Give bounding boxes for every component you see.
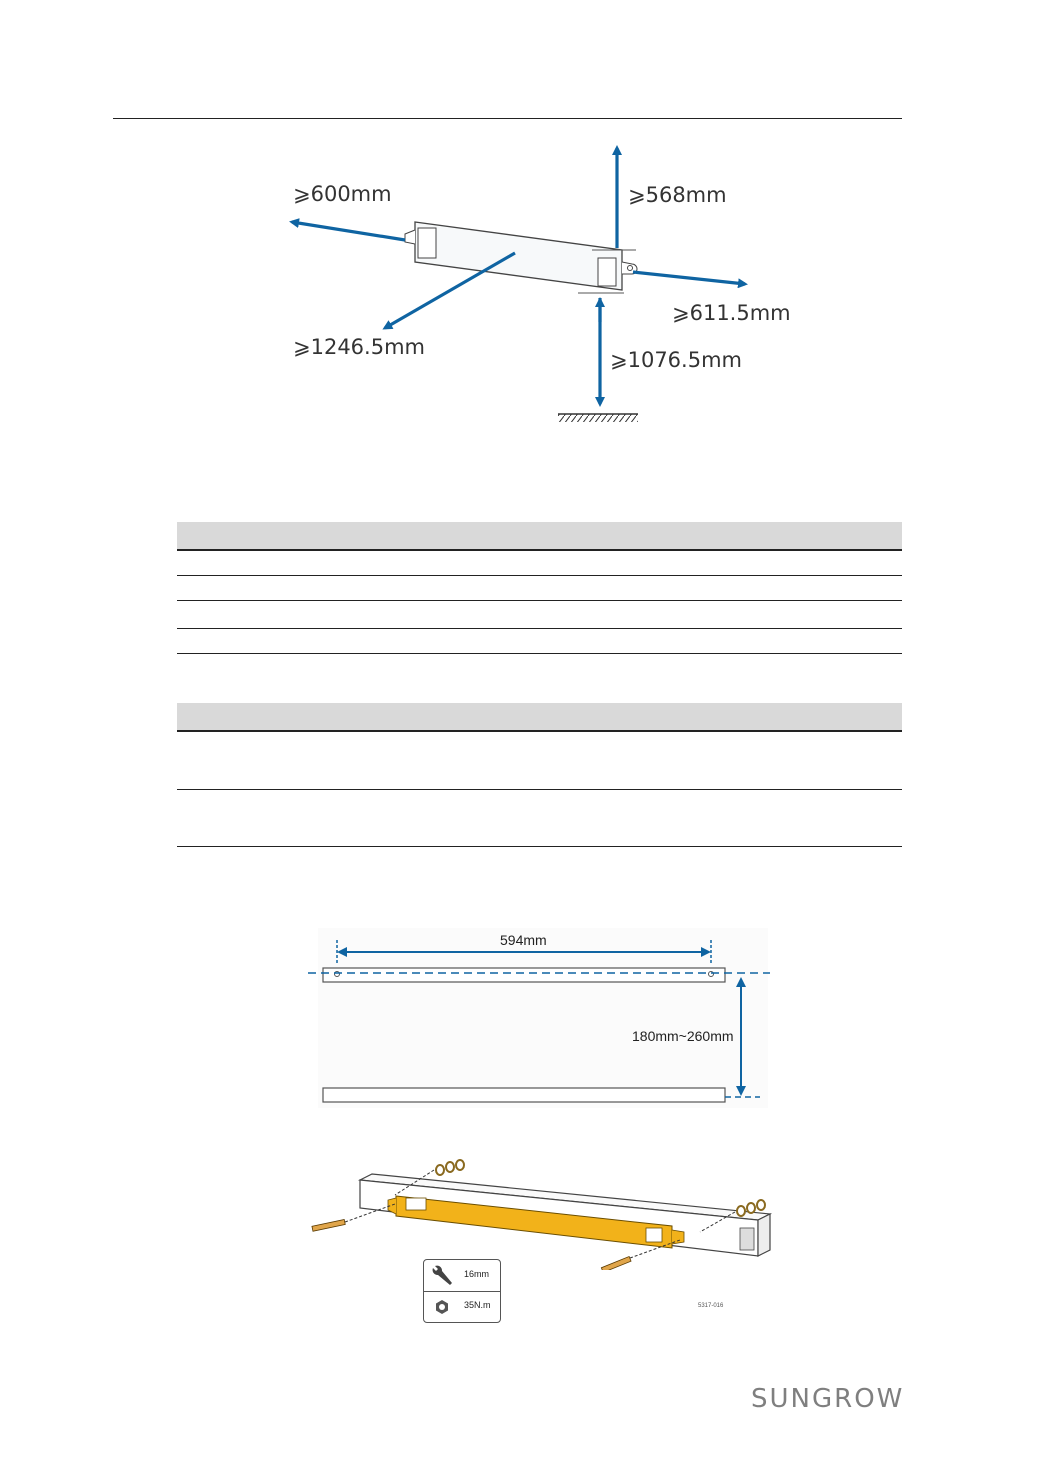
table-row bbox=[177, 601, 902, 629]
table-row bbox=[177, 732, 902, 790]
torque-row bbox=[424, 1291, 500, 1322]
figure-code: 5317-016 bbox=[698, 1303, 724, 1309]
specification-table-2 bbox=[177, 703, 902, 847]
torque-label: 35N.m bbox=[464, 1300, 491, 1310]
table-row bbox=[177, 629, 902, 654]
rail-width-label: 594mm bbox=[500, 932, 547, 948]
header-rule bbox=[113, 118, 902, 119]
nut-icon bbox=[434, 1299, 450, 1315]
table-header bbox=[177, 703, 902, 732]
rail-height-label: 180mm~260mm bbox=[632, 1028, 734, 1044]
wrench-icon bbox=[430, 1265, 454, 1287]
table-row bbox=[177, 790, 902, 847]
clearance-right-label: ⩾611.5mm bbox=[672, 301, 791, 325]
table-header bbox=[177, 522, 902, 551]
sungrow-logo: SUNGROW bbox=[751, 1384, 905, 1414]
clearance-diagram bbox=[250, 130, 810, 430]
wall-bracket bbox=[405, 222, 637, 290]
ground-symbol bbox=[558, 414, 638, 422]
clearance-top-label: ⩾568mm bbox=[628, 183, 727, 207]
wrench-size-label: 16mm bbox=[464, 1269, 490, 1279]
table-row bbox=[177, 576, 902, 601]
table-row bbox=[177, 551, 902, 576]
clearance-bottom-label: ⩾1076.5mm bbox=[610, 348, 742, 372]
wrench-row bbox=[424, 1260, 500, 1292]
rail-dimension-diagram bbox=[300, 925, 780, 1115]
specification-table-1 bbox=[177, 522, 902, 654]
tool-spec-box bbox=[423, 1259, 501, 1323]
clearance-front-left-label: ⩾600mm bbox=[293, 182, 392, 206]
clearance-front-down-label: ⩾1246.5mm bbox=[293, 335, 425, 359]
bracket-installation-diagram bbox=[300, 1150, 780, 1270]
